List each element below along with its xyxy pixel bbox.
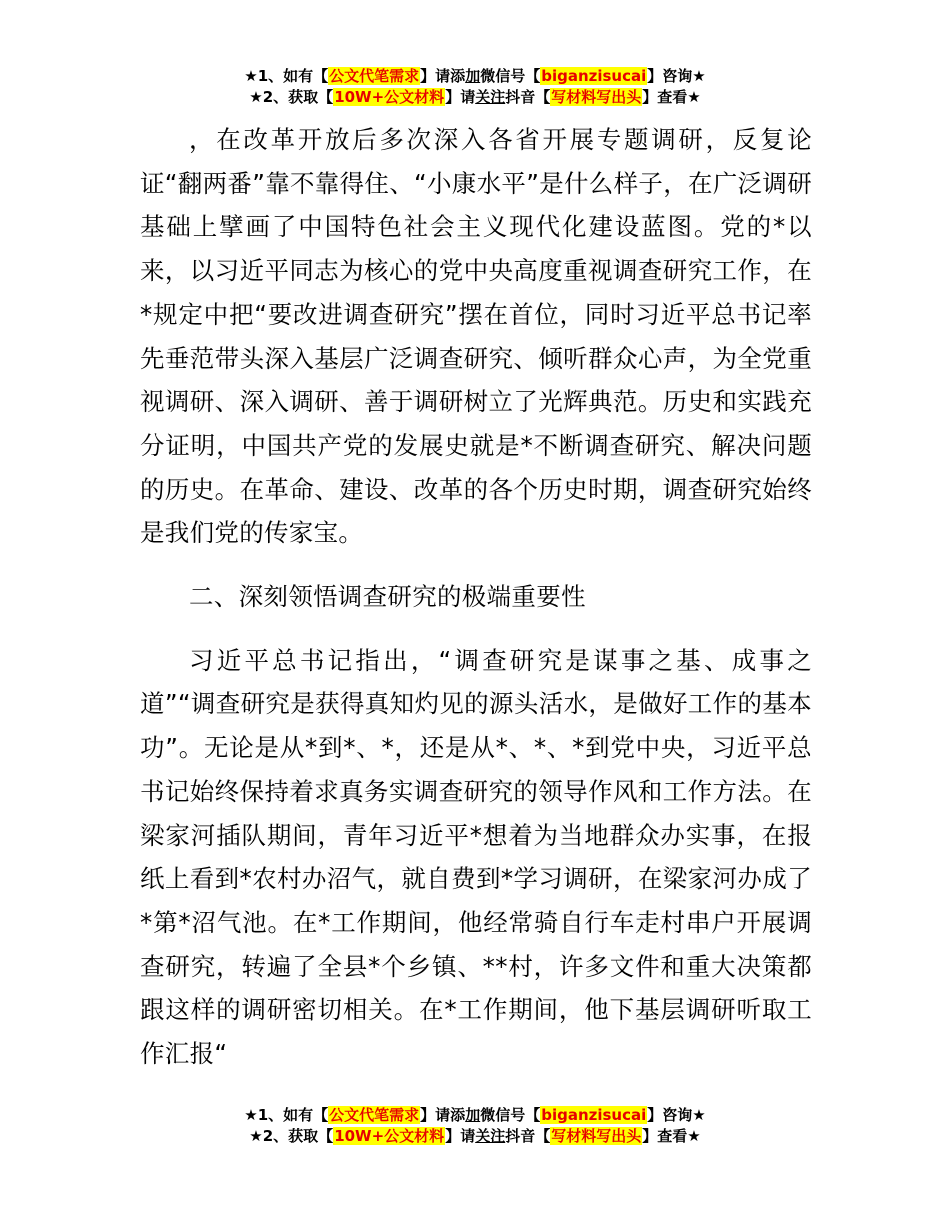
highlight-materials: 10W+公文材料: [334, 1127, 445, 1145]
paragraph-2: 习近平总书记指出，“调查研究是谋事之基、成事之道”“调查研究是获得真知灼见的源头活水，是做好工作的基本功”。无论是从*到*、*，还是从*、*、*到党中央，习近平总书记始终保持着求真务实调查研究的领导作风和工作方法。在梁家河插队期间，青年习近平*想着为当地群众办实事，在报纸上看到*农村办沼气，就自费到*学习调研，在梁家河办成了*第*沼气池。在*工作期间，他经常骑自行车走村串户开展调查研究，转遍了全县*个乡镇、**村，许多文件和重大决策都跟这样的调研密切相关。在*工作期间，他下基层调研听取工作汇报“: [140, 645, 812, 1069]
footer-line-1: ★1、如有【公文代笔需求】请添加微信号【biganzisucai】咨询★: [244, 1106, 706, 1124]
highlight-service: 公文代笔需求: [329, 1106, 420, 1124]
highlight-wechat-id: biganzisucai: [541, 1106, 647, 1124]
highlight-douyin-account: 写材料写出头: [551, 88, 642, 106]
footer-line-2: ★2、获取【10W+公文材料】请关注抖音【写材料写出头】查看★: [249, 1127, 701, 1145]
banner-line-1: ★1、如有【公文代笔需求】请添加微信号【biganzisucai】咨询★: [244, 67, 706, 85]
highlight-douyin-account: 写材料写出头: [551, 1127, 642, 1145]
highlight-materials: 10W+公文材料: [334, 88, 445, 106]
document-body: [140, 118, 812, 1076]
header-banner: [0, 66, 950, 108]
highlight-service: 公文代笔需求: [329, 67, 420, 85]
footer-banner: [0, 1105, 950, 1147]
highlight-wechat-id: biganzisucai: [541, 67, 647, 85]
section-heading: 二、深刻领悟调查研究的极端重要性: [189, 582, 586, 612]
banner-line-2: ★2、获取【10W+公文材料】请关注抖音【写材料写出头】查看★: [249, 88, 701, 106]
paragraph-1: ，在改革开放后多次深入各省开展专题调研，反复论证“翻两番”靠不靠得住、“小康水平”是什么样子，在广泛调研基础上擘画了中国特色社会主义现代化建设蓝图。党的*以来，以习近平同志为核心的党中央高度重视调查研究工作，在*规定中把“要改进调查研究”摆在首位，同时习近平总书记率先垂范带头深入基层广泛调查研究、倾听群众心声，为全党重视调研、深入调研、善于调研树立了光辉典范。历史和实践充分证明，中国共产党的发展史就是*不断调查研究、解决问题的历史。在革命、建设、改革的各个历史时期，调查研究始终是我们党的传家宝。: [140, 125, 812, 548]
